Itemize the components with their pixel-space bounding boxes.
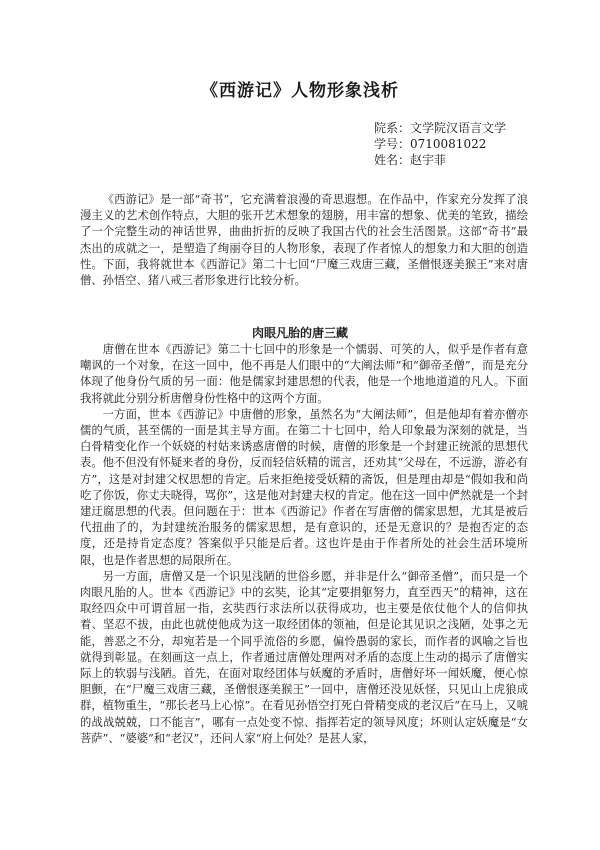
student-id-line: 学号：0710081022	[374, 137, 487, 151]
intro-section	[80, 192, 528, 289]
department-line: 院系：文学院汉语言文学	[374, 121, 507, 135]
doc-title: 《西游记》人物形象浅析	[201, 81, 399, 101]
author-info	[374, 120, 506, 168]
paragraph-3: 另一方面，唐僧又是一个识见浅陋的世俗乡愿，并非是什么“御帝圣僧”，而只是一个肉眼凡胎的人。世本《西游记》中的玄奘，论其“定要捐躯努力，直至西天”的精神，这在取经四众中可谓首屈一指，玄奘西行求法所以获得成功，也主要是依仗他个人的信仰执着、坚忍不拔，由此也就使他成为这一取经团体的领袖，但是论其见识之浅陋，处事之无能，善恶之不分，却宛若是一个同乎流俗的乡愿，偏怜愚弱的家长，而作者的讽喻之旨也就得到彰显。在刻画这一点上，作者通过唐僧处理两对矛盾的态度上生动的揭示了唐僧实际上的软弱与浅陋。首先，在面对取经团体与妖魔的矛盾时，唐僧好坏一闻妖魔，便心惊胆颤，在“尸魔三戏唐三藏，圣僧恨逐美猴王”一回中，唐僧还没见妖怪，只见山上虎狼成群，植物重生，“那长老马上心惊”。在看见孙悟空打死白骨精变成的老汉后“在马上，又唬的战战兢兢，口不能言”，哪有一点处变不惊、指挥若定的领导风度；坏则认定妖魔是“女菩萨”、“婆婆”和“老汉”，还问人家“府上何处？是甚人家，	[80, 569, 528, 745]
section-body	[80, 342, 528, 747]
paragraph-2: 一方面，世本《西游记》中唐僧的形象，虽然名为“大阐法师”，但是他却有着亦僧亦儒的气质，甚至儒的一面是其主导方面。在第二十七回中，给人印象最为深刻的就是，当白骨精变化作一个妖娆的村姑来诱惑唐僧的时候，唐僧的形象是一个封建正统派的思想代表。他不但没有怀疑来者的身份，反而轻信妖精的谎言，还劝其“父母在，不远游，游必有方”，这是对封建父权思想的肯定。后来拒绝接受妖精的斋饭，但是理由却是“假如我和尚吃了你饭，你丈夫晓得，骂你”，这是他对封建夫权的肯定。他在这一回中俨然就是一个封建迂腐思想的代表。但问题在于：世本《西游记》作者在写唐僧的儒家思想，尤其是被后代扭曲了的，为封建统治服务的儒家思想，是有意识的，还是无意识的？是抱否定的态度，还是持肯定态度？答案似乎只能是后者。这也许是由于作者所处的社会生活环境所限，也是作者思想的局限所在。	[80, 407, 528, 567]
paragraph-1: 唐僧在世本《西游记》第二十七回中的形象是一个懦弱、可笑的人，似乎是作者有意嘲讽的一个对象，在这一回中，他不再是人们眼中的“大阐法师”和“御帝圣僧”，而是充分体现了他身份气质的另一面：他是儒家封建思想的代表，他是一个地地道道的凡人。下面我将就此分别分析唐僧身份性格中的这两个方面。	[80, 343, 528, 405]
name-line: 姓名：赵宇菲	[374, 153, 447, 167]
section-heading: 肉眼凡胎的唐三藏	[251, 326, 348, 340]
intro-paragraph: 《西游记》是一部“奇书”，它充满着浪漫的奇思遐想。在作品中，作家充分发挥了浪漫主义的艺术创作特点，大胆的张开艺术想象的翅膀，用丰富的想象、优美的笔致，描绘了一个完整生动的神话世界，曲曲折折的反映了我国古代的社会生活图景。这部“奇书”最杰出的成就之一，是塑造了绚丽夺目的人物形象，表现了作者惊人的想象力和大胆的创造性。下面，我将就世本《西游记》第二十七回“尸魔三戏唐三藏，圣僧恨逐美猴王”来对唐僧、孙悟空、猪八戒三者形象进行比较分析。	[80, 193, 528, 288]
